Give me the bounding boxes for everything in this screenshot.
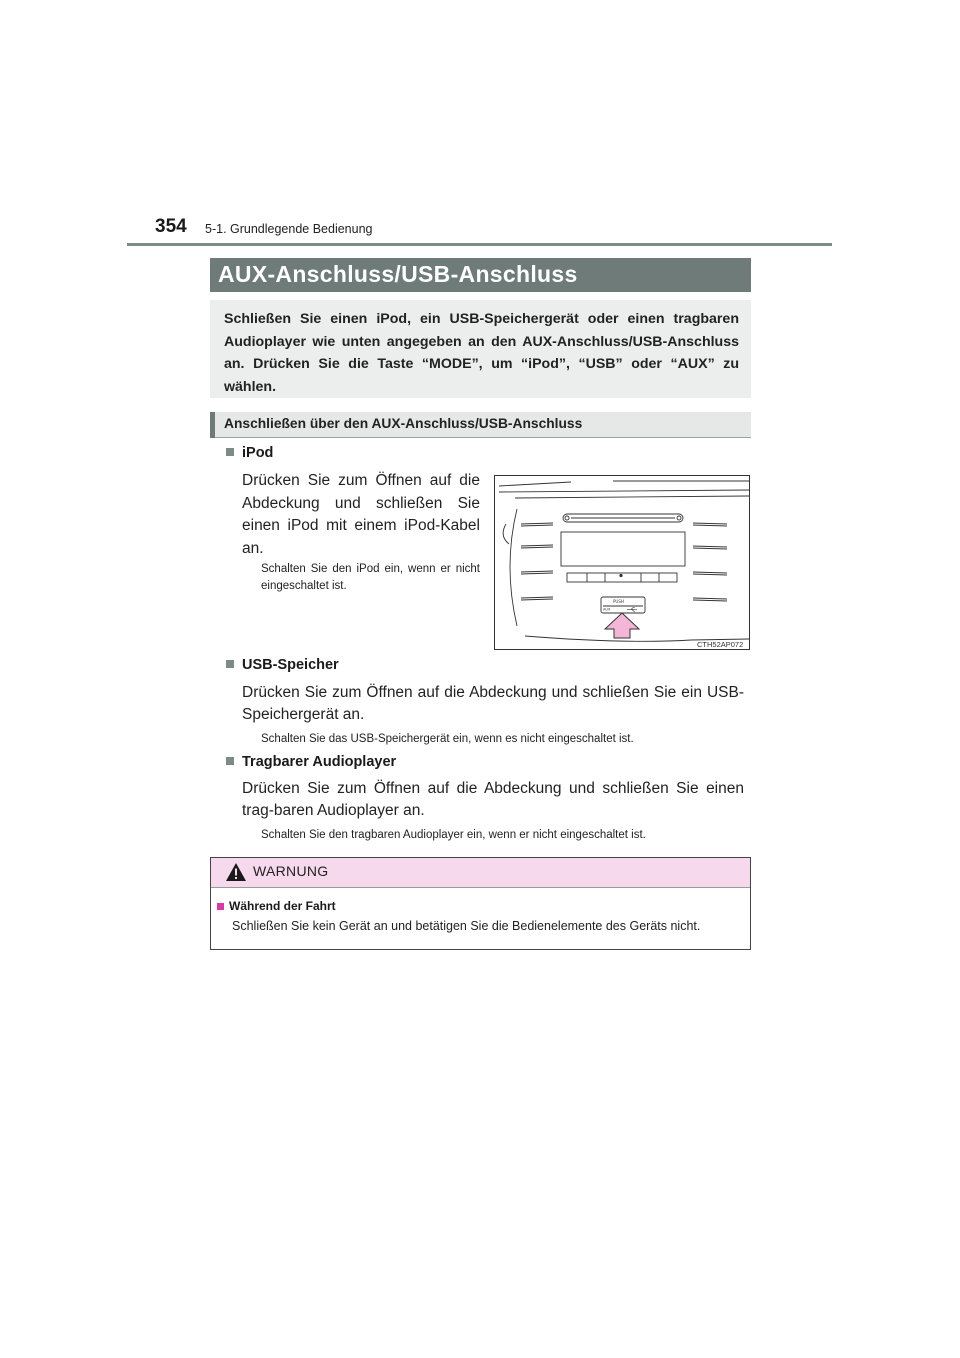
item-heading-usb: USB-Speicher	[226, 657, 339, 673]
item-note-ipod: Schalten Sie den iPod ein, wenn er nicht eingeschaltet ist.	[261, 563, 480, 592]
item-text-ipod: Drücken Sie zum Öffnen auf die Abdeckung und schließen Sie einen iPod mit einem iPod-Kabel an.	[242, 472, 480, 557]
section-title: AUX-Anschluss/USB-Anschluss	[218, 261, 578, 287]
bullet-square-icon	[226, 448, 234, 456]
breadcrumb: 5-1. Grundlegende Bedienung	[205, 222, 373, 236]
bullet-square-icon	[226, 757, 234, 765]
usb-icon	[627, 608, 637, 612]
intro-text: Schließen Sie einen iPod, ein USB-Speichergerät oder einen tragbaren Audioplayer wie unten angegeben an den AUX-Anschluss/USB-Anschluss an. Drücken Sie die Taste “MODE”, um “iPod”, “USB” oder “AUX” zu wählen.	[224, 311, 739, 395]
figure-label: CTH52AP072	[697, 640, 744, 649]
bullet-square-icon	[226, 660, 234, 668]
item-text-audioplayer: Drücken Sie zum Öffnen auf die Abdeckung und schließen Sie einen trag-baren Audioplayer an.	[242, 780, 744, 819]
arrow-up-icon	[605, 613, 639, 638]
port-aux-label: AUX	[603, 607, 611, 612]
item-note-usb: Schalten Sie das USB-Speichergerät ein, wenn es nicht eingeschaltet ist.	[261, 733, 634, 745]
warning-bullet-icon	[217, 903, 224, 910]
page-number: 354	[155, 216, 187, 237]
intro-box	[210, 300, 751, 398]
subsection-accent	[210, 412, 215, 438]
subsection-title: Anschließen über den AUX-Anschluss/USB-Anschluss	[224, 416, 583, 431]
warning-title: WARNUNG	[253, 863, 329, 879]
warning-triangle-icon	[225, 862, 247, 887]
warning-item-text: Schließen Sie kein Gerät an und betätigen Sie die Bedienelemente des Geräts nicht.	[232, 919, 701, 933]
radio-unit-illustration	[495, 476, 749, 649]
port-push-label: PUSH	[613, 599, 624, 604]
warning-item-heading: Während der Fahrt	[217, 899, 336, 913]
item-text-usb: Drücken Sie zum Öffnen auf die Abdeckung und schließen Sie ein USB-Speichergerät an.	[242, 684, 744, 723]
radio-unit-figure	[494, 475, 750, 650]
item-heading-ipod: iPod	[226, 445, 273, 461]
item-note-audioplayer: Schalten Sie den tragbaren Audioplayer ein, wenn er nicht eingeschaltet ist.	[261, 829, 646, 841]
item-heading-audioplayer: Tragbarer Audioplayer	[226, 754, 396, 770]
header-rule	[127, 243, 832, 246]
